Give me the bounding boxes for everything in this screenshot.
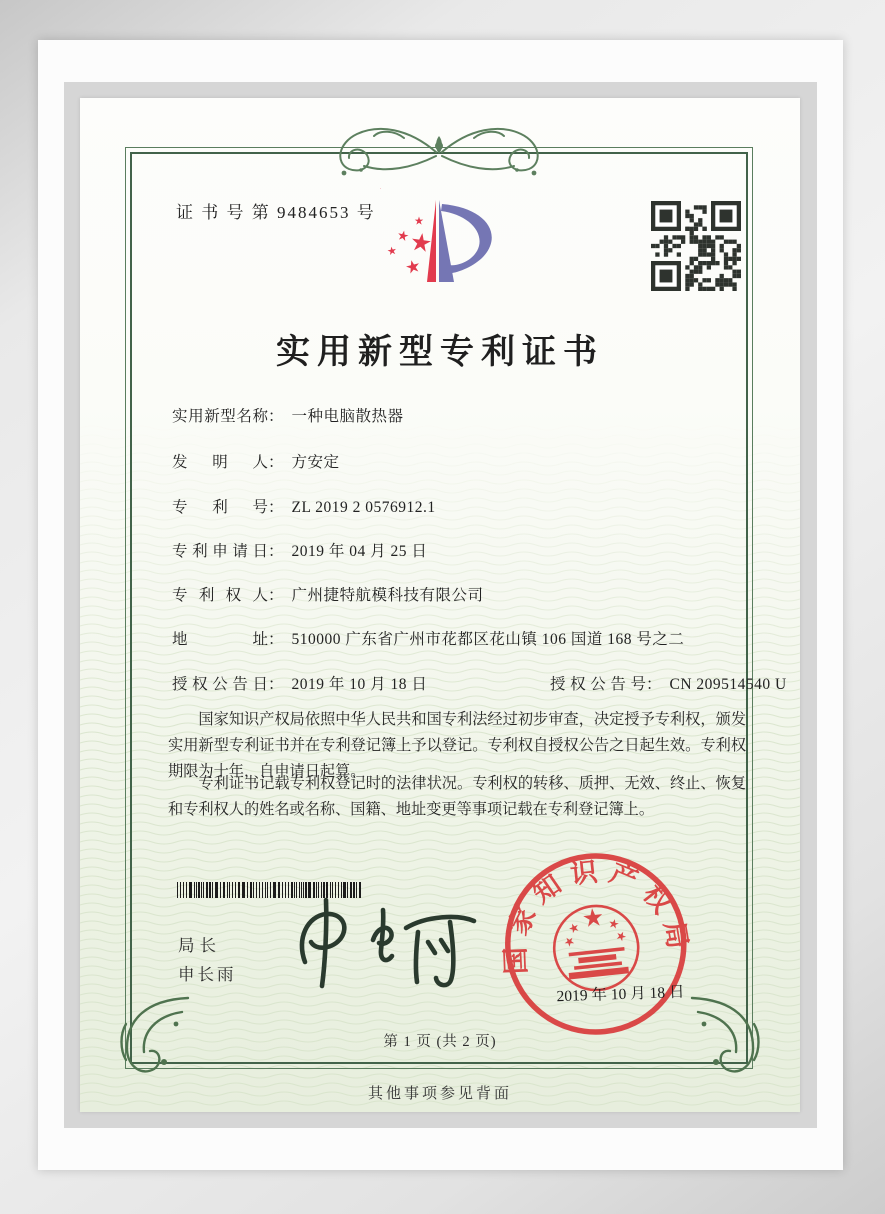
field-row: 发 明 人 ： 方安定	[172, 450, 340, 472]
field-row: 地 址 ： 510000 广东省广州市花都区花山镇 106 国道 168 号之二	[172, 627, 684, 649]
grant-date-label: 授 权 公 告 日	[172, 676, 268, 693]
field-row: 专 利 号 ： ZL 2019 2 0576912.1	[172, 495, 436, 517]
grant-date-value: 2019 年 10 月 18 日	[291, 676, 428, 693]
field-label: 专 利 号	[172, 499, 268, 516]
field-label: 实 用 新 型 名 称	[172, 408, 268, 425]
field-row: 实 用 新 型 名 称 ： 一种电脑散热器	[172, 404, 404, 426]
field-value: 510000 广东省广州市花都区花山镇 106 国道 168 号之二	[291, 631, 685, 648]
certificate-number: 证 书 号 第 9484653 号	[176, 203, 376, 222]
body-paragraph-2: 专利证书记载专利权登记时的法律状况。专利权的转移、质押、无效、终止、恢复和专利权人的姓名或名称、国籍、地址变更等事项记载在专利登记簿上。	[168, 775, 746, 819]
signature-icon	[278, 888, 492, 1000]
field-value: ZL 2019 2 0576912.1	[291, 499, 436, 516]
seal-date: 2019 年 10 月 18 日	[556, 983, 685, 1006]
commissioner-name: 申长雨	[178, 965, 237, 984]
field-label: 专 利 权 人	[172, 587, 268, 604]
official-seal-icon	[488, 836, 704, 1055]
certificate-title: 实用新型专利证书	[276, 334, 604, 371]
page-number-note: 第 1 页 (共 2 页)	[383, 1034, 497, 1050]
grant-no-value: CN 209514540 U	[669, 676, 787, 693]
commissioner-title: 局长	[178, 936, 221, 955]
seal-text: 国家知识产权局	[500, 855, 695, 975]
field-row: 专 利 权 人 ： 广州捷特航模科技有限公司	[172, 583, 484, 605]
field-value: 一种电脑散热器	[291, 408, 404, 425]
field-row: 专 利 申 请 日 ： 2019 年 04 月 25 日	[172, 539, 427, 561]
certificate-paper	[80, 98, 800, 1112]
qr-code-icon	[651, 201, 741, 291]
field-value: 方安定	[291, 454, 340, 471]
cnipa-logo-icon	[380, 188, 560, 300]
grant-no-label: 授 权 公 告 号	[550, 676, 646, 693]
field-label: 专 利 申 请 日	[172, 543, 268, 560]
field-label: 地 址	[172, 631, 268, 648]
field-value: 2019 年 04 月 25 日	[291, 543, 428, 560]
grant-row: 授 权 公 告 日 ： 2019 年 10 月 18 日 授 权 公 告 号 ： CN 209514540 U	[172, 672, 427, 694]
field-label: 发 明 人	[172, 454, 268, 471]
field-value: 广州捷特航模科技有限公司	[291, 587, 484, 604]
body-paragraph-1: 国家知识产权局依照中华人民共和国专利法经过初步审查，决定授予专利权，颁发实用新型专利证书并在专利登记簿上予以登记。专利权自授权公告之日起生效。专利权期限为十年，自申请日起算。	[168, 711, 746, 781]
back-side-note: 其他事项参见背面	[367, 1086, 512, 1102]
